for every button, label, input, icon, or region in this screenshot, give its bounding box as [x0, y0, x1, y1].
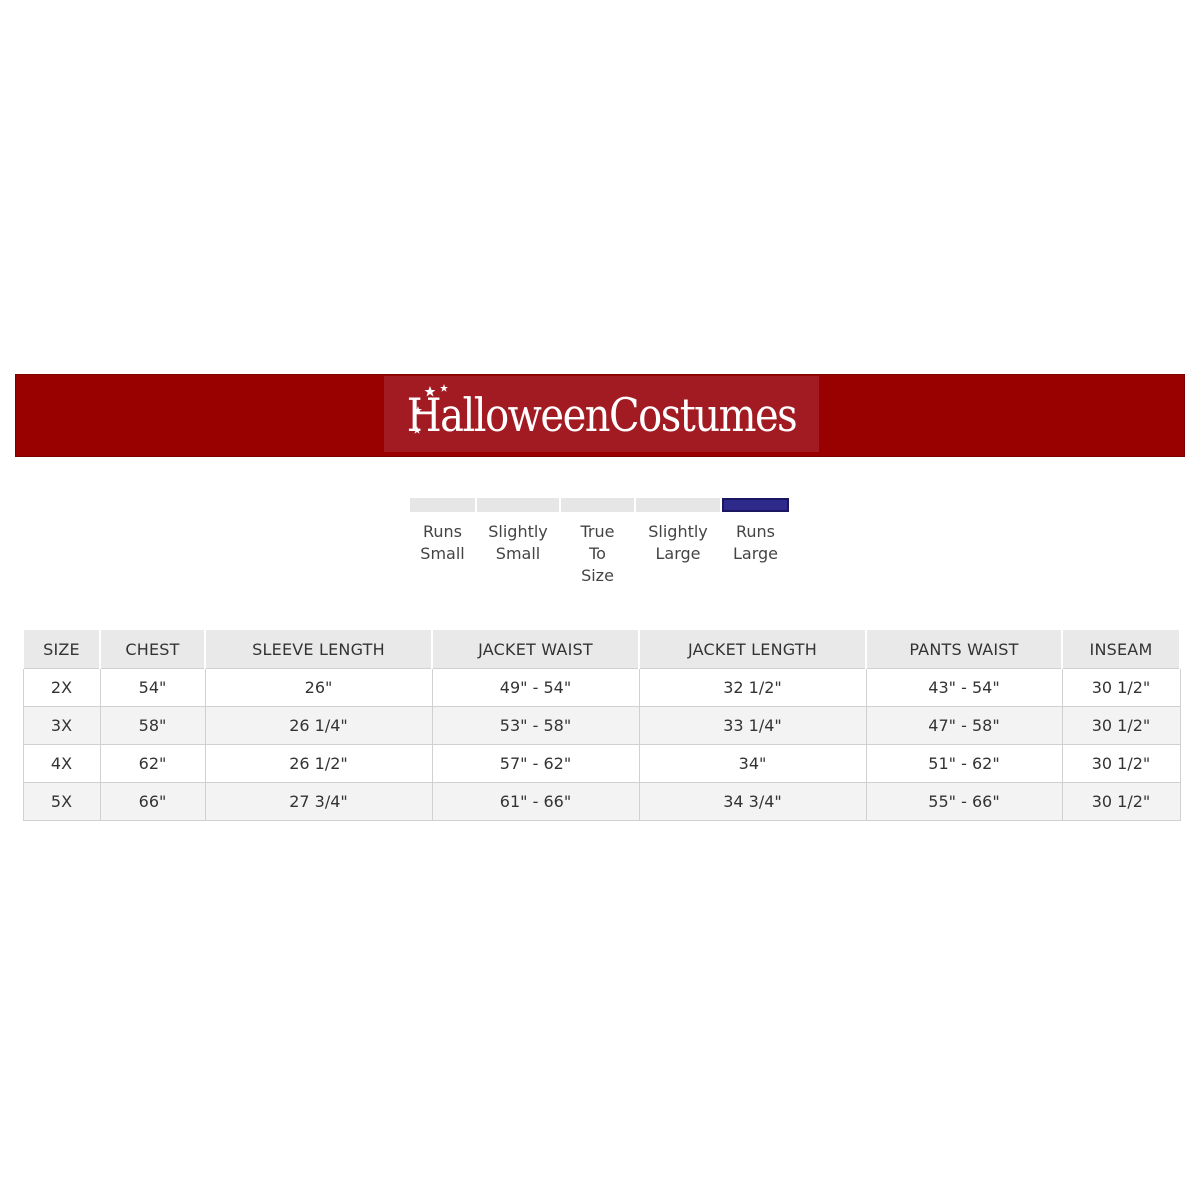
fit-label-line: Small	[495, 544, 541, 563]
fit-bar-active	[722, 498, 789, 512]
cell-size: 2X	[23, 669, 100, 707]
size-chart-table	[22, 628, 1181, 821]
column-header-size: SIZE	[23, 629, 100, 669]
cell-jacket-waist: 49" - 54"	[432, 669, 639, 707]
column-header-jacket-length: JACKET LENGTH	[639, 629, 866, 669]
table-row	[23, 783, 1180, 821]
cell-jacket-waist: 61" - 66"	[432, 783, 639, 821]
cell-chest: 62"	[100, 745, 205, 783]
column-header-jacket-waist: JACKET WAIST	[432, 629, 639, 669]
table-row	[23, 669, 1180, 707]
cell-jacket-length: 34 3/4"	[639, 783, 866, 821]
cell-jacket-waist: 53" - 58"	[432, 707, 639, 745]
fit-label-line: Small	[420, 544, 465, 563]
cell-sleeve-length: 26 1/2"	[205, 745, 432, 783]
cell-sleeve-length: 27 3/4"	[205, 783, 432, 821]
fit-label-line: Slightly	[488, 522, 548, 541]
cell-pants-waist: 43" - 54"	[866, 669, 1062, 707]
fit-bar	[477, 498, 559, 512]
cell-pants-waist: 47" - 58"	[866, 707, 1062, 745]
cell-inseam: 30 1/2"	[1062, 783, 1180, 821]
fit-label	[561, 521, 634, 587]
fit-label-line: Large	[732, 544, 778, 563]
fit-option-true-to-size	[561, 498, 634, 587]
fit-label-line: To	[589, 544, 606, 563]
column-header-chest: CHEST	[100, 629, 205, 669]
cell-jacket-length: 34"	[639, 745, 866, 783]
fit-option-runs-small	[410, 498, 475, 565]
cell-chest: 54"	[100, 669, 205, 707]
table-row	[23, 707, 1180, 745]
cell-inseam: 30 1/2"	[1062, 745, 1180, 783]
fit-label-line: Size	[581, 566, 614, 585]
fit-label	[410, 521, 475, 565]
cell-size: 4X	[23, 745, 100, 783]
column-header-pants-waist: PANTS WAIST	[866, 629, 1062, 669]
cell-size: 3X	[23, 707, 100, 745]
fit-label-line: Slightly	[648, 522, 708, 541]
cell-inseam: 30 1/2"	[1062, 707, 1180, 745]
brand-banner	[15, 374, 1185, 457]
fit-label-line: Large	[655, 544, 701, 563]
fit-bar	[410, 498, 475, 512]
cell-inseam: 30 1/2"	[1062, 669, 1180, 707]
column-header-sleeve-length: SLEEVE LENGTH	[205, 629, 432, 669]
cell-size: 5X	[23, 783, 100, 821]
logo[interactable]	[384, 376, 819, 452]
cell-chest: 66"	[100, 783, 205, 821]
fit-label	[722, 521, 789, 565]
fit-label	[636, 521, 720, 565]
fit-label-line: True	[580, 522, 615, 541]
cell-chest: 58"	[100, 707, 205, 745]
fit-option-slightly-small	[477, 498, 559, 565]
fit-bar	[561, 498, 634, 512]
logo-text: HalloweenCostumes	[406, 389, 797, 443]
cell-jacket-waist: 57" - 62"	[432, 745, 639, 783]
column-header-inseam: INSEAM	[1062, 629, 1180, 669]
cell-jacket-length: 33 1/4"	[639, 707, 866, 745]
cell-sleeve-length: 26"	[205, 669, 432, 707]
cell-sleeve-length: 26 1/4"	[205, 707, 432, 745]
table-row	[23, 745, 1180, 783]
fit-label-line: Runs	[422, 522, 462, 541]
fit-label	[477, 521, 559, 565]
fit-bar	[636, 498, 720, 512]
fit-option-runs-large	[722, 498, 789, 565]
fit-label-line: Runs	[735, 522, 775, 541]
table-header-row	[23, 629, 1180, 669]
fit-option-slightly-large	[636, 498, 720, 565]
cell-jacket-length: 32 1/2"	[639, 669, 866, 707]
cell-pants-waist: 55" - 66"	[866, 783, 1062, 821]
cell-pants-waist: 51" - 62"	[866, 745, 1062, 783]
